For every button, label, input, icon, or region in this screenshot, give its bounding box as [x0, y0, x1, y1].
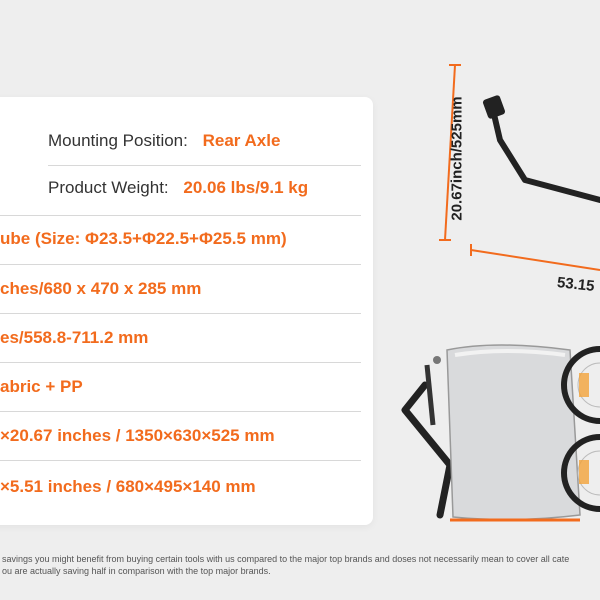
divider: [0, 215, 361, 216]
spec-value: ube (Size: Φ23.5+Φ22.5+Φ25.5 mm): [0, 229, 287, 248]
footnote-line-2: ou are actually saving half in comparison with the top major brands.: [2, 566, 271, 576]
folded-trailer: [405, 345, 600, 520]
divider: [0, 362, 361, 363]
divider: [0, 264, 361, 265]
divider: [0, 313, 361, 314]
length-dimension-label: 53.15: [556, 274, 596, 295]
spec-row-product-weight: [48, 178, 373, 198]
length-dimension-line: [471, 244, 600, 270]
divider: [48, 165, 361, 166]
tow-arm: [482, 95, 600, 200]
spec-label: Mounting Position:: [48, 131, 188, 150]
spec-row-overall-size: [0, 426, 373, 446]
spec-value: ×20.67 inches / 1350×630×525 mm: [0, 426, 275, 445]
spec-row-wheel-size: [0, 328, 373, 348]
spec-value: 20.06 lbs/9.1 kg: [183, 178, 309, 197]
spec-row-material: [0, 377, 373, 397]
spec-value: es/558.8-711.2 mm: [0, 328, 149, 347]
spec-value: ×5.51 inches / 680×495×140 mm: [0, 477, 256, 496]
bike-trailer-illustration: [375, 55, 600, 535]
spec-card: [0, 97, 373, 525]
spec-row-package-size: [0, 477, 373, 497]
footnote-line-1: savings you might benefit from buying certain tools with us compared to the major top brands and doses not necessarily mean to cover all cate: [2, 554, 570, 564]
spec-row-tube-size: [0, 229, 373, 249]
divider: [0, 460, 361, 461]
spec-value: abric + PP: [0, 377, 83, 396]
height-dimension-label: 20.67inch/525mm: [448, 96, 466, 221]
spec-row-mounting-position: [48, 131, 373, 151]
divider: [0, 411, 361, 412]
spec-row-folded-size: [0, 279, 373, 299]
spec-value: Rear Axle: [202, 131, 281, 150]
spec-value: ches/680 x 470 x 285 mm: [0, 279, 202, 298]
spec-label: Product Weight:: [48, 178, 169, 197]
